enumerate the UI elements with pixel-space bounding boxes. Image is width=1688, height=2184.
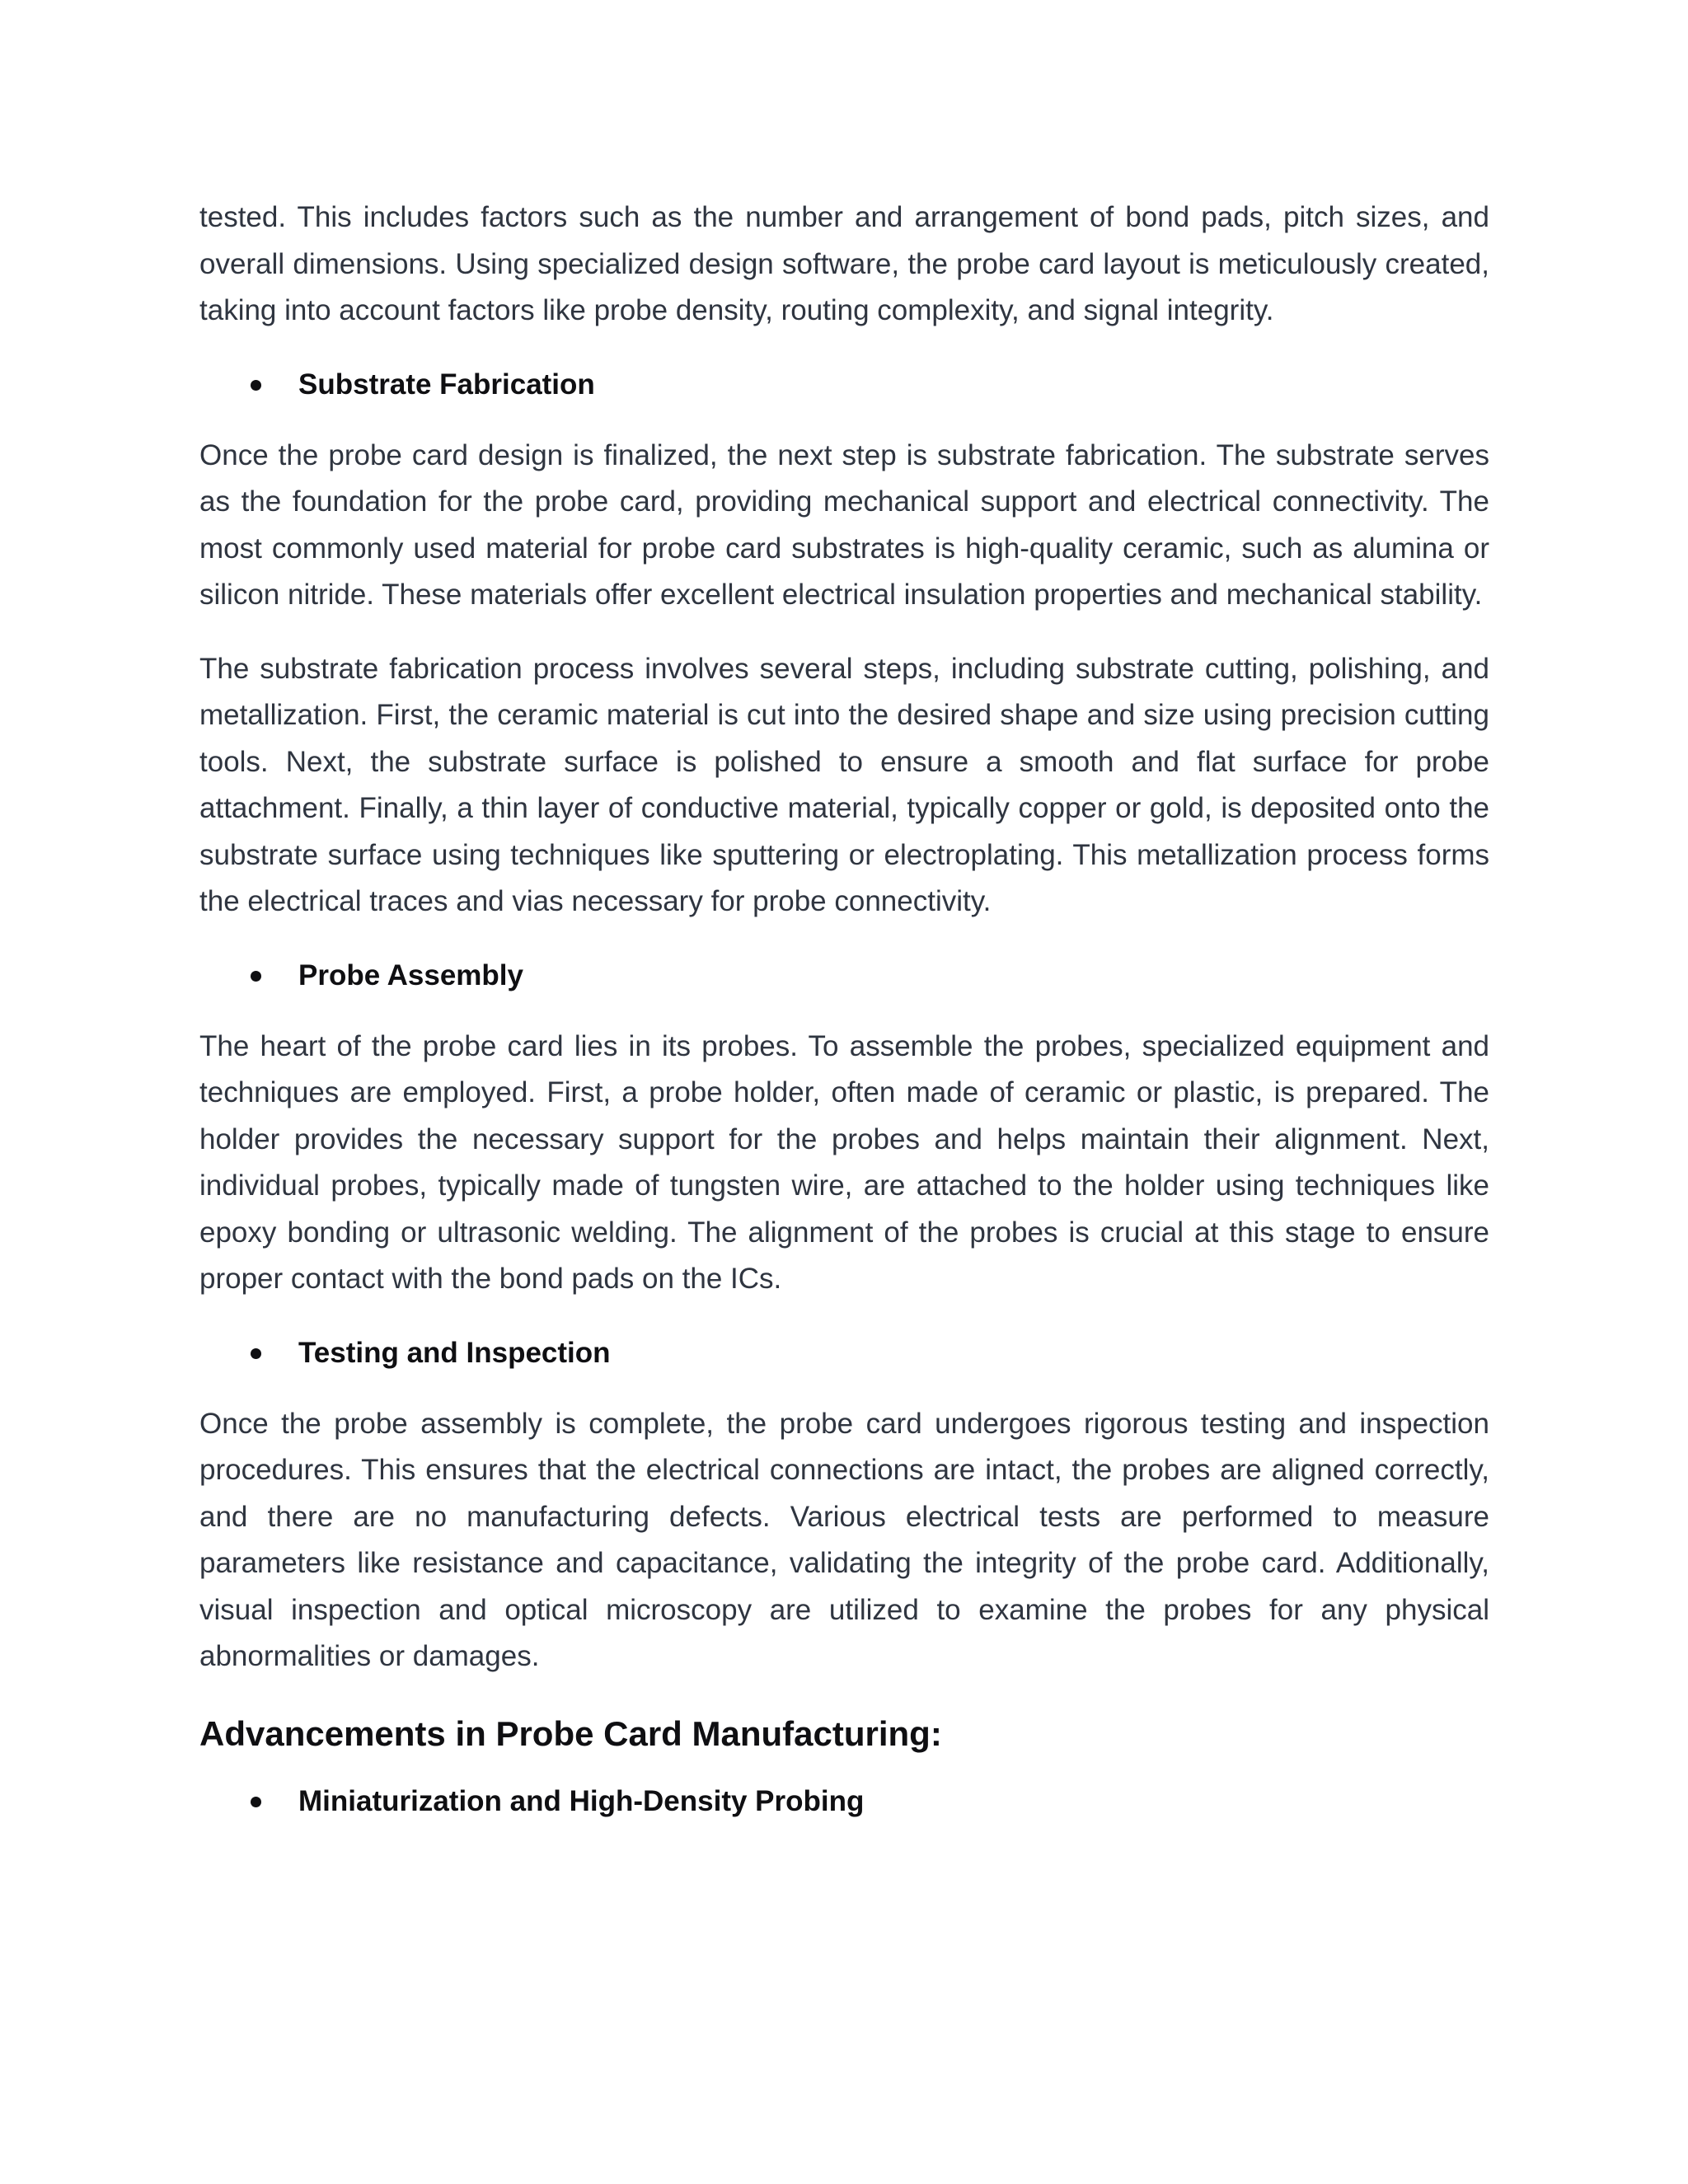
bullet-label: Testing and Inspection <box>298 1336 611 1369</box>
document-page <box>199 194 1489 1849</box>
bullet-dot-icon <box>251 380 261 391</box>
bullet-testing-inspection <box>199 1330 1489 1376</box>
paragraph-substrate-intro: Once the probe card design is finalized, the next step is substrate fabrication. The substrate serves as the foundation for the probe card, providing mechanical support and electrical connectivity. The most commonly used material for probe card substrates is high-quality ceramic, such as alumina or silicon nitride. These materials offer excellent electrical insulation properties and mechanical stability. <box>199 438 1489 611</box>
bullet-label: Substrate Fabrication <box>298 368 595 401</box>
bullet-miniaturization <box>199 1779 1489 1825</box>
paragraph-design-continued: tested. This includes factors such as the number and arrangement of bond pads, pitch sizes, and overall dimensions. Using specialized design software, the probe card layout is meticulously created, taking into account factors like probe density, routing complexity, and signal integrity. <box>199 201 1489 326</box>
bullet-label: Probe Assembly <box>298 958 523 991</box>
bullet-probe-assembly <box>199 953 1489 999</box>
bullet-dot-icon <box>251 1797 261 1807</box>
bullet-dot-icon <box>251 971 261 982</box>
section-heading-advancements: Advancements in Probe Card Manufacturing: <box>199 1713 942 1753</box>
paragraph-probe-assembly: The heart of the probe card lies in its probes. To assemble the probes, specialized equipment and techniques are employed. First, a probe holder, often made of ceramic or plastic, is prepared. The holder provides the necessary support for the probes and helps maintain their alignment. Next, individual probes, typically made of tungsten wire, are attached to the holder using techniques like epoxy bonding or ultrasonic welding. The alignment of the probes is crucial at this stage to ensure proper contact with the bond pads on the ICs. <box>199 1029 1489 1295</box>
bullet-dot-icon <box>251 1348 261 1359</box>
paragraph-testing-inspection: Once the probe assembly is complete, the probe card undergoes rigorous testing and inspection procedures. This ensures that the electrical connections are intact, the probes are aligned correctly, and there are no manufacturing defects. Various electrical tests are performed to measure parameters like resistance and capacitance, validating the integrity of the probe card. Additionally, visual inspection and optical microscopy are utilized to examine the probes for any physical abnormalities or damages. <box>199 1407 1489 1672</box>
bullet-substrate-fabrication <box>199 362 1489 408</box>
bullet-label: Miniaturization and High-Density Probing <box>298 1784 865 1817</box>
paragraph-substrate-process: The substrate fabrication process involves several steps, including substrate cutting, polishing, and metallization. First, the ceramic material is cut into the desired shape and size using precision cutting tools. Next, the substrate surface is polished to ensure a smooth and flat surface for probe attachment. Finally, a thin layer of conductive material, typically copper or gold, is deposited onto the substrate surface using techniques like sputtering or electroplating. This metallization process forms the electrical traces and vias necessary for probe connectivity. <box>199 652 1489 917</box>
